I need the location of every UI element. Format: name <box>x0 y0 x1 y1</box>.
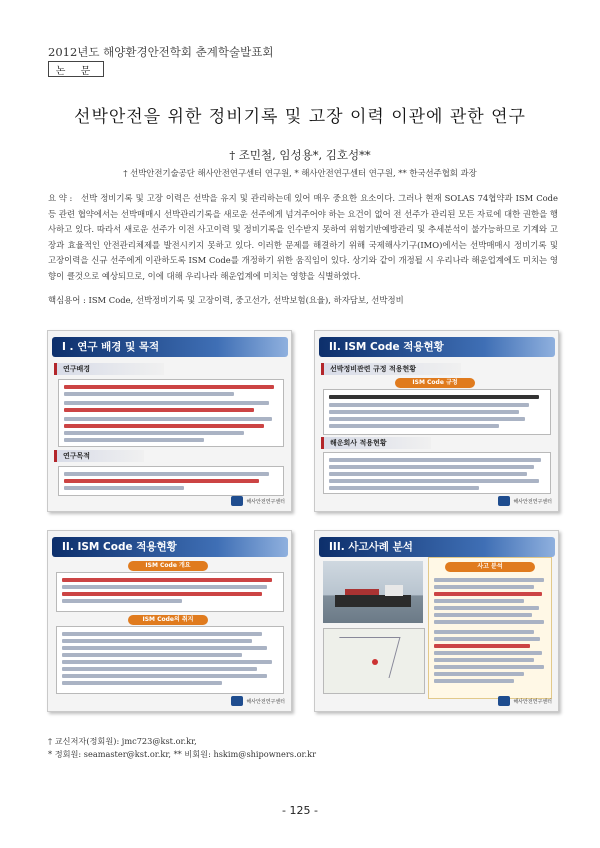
institution-logo-icon <box>231 696 243 706</box>
paper-type-label: 논 문 <box>48 61 104 77</box>
text-figure <box>323 452 551 494</box>
slide-subheading: 해운회사 적용현황 <box>321 437 431 449</box>
footnotes <box>48 735 316 760</box>
corresponding-mark: † <box>229 148 236 162</box>
slide-ism-status-1 <box>314 330 559 512</box>
accident-map <box>323 628 425 694</box>
section-pill: ISM Code의 취지 <box>128 615 208 625</box>
ship-photo <box>323 561 423 623</box>
institution-logo-icon <box>498 496 510 506</box>
slide-footer: 해사안전연구센터 <box>231 696 285 706</box>
text-figure <box>58 379 284 447</box>
keywords: 핵심용어 : ISM Code, 선박정비기록 및 고장이력, 중고선가, 선박보험(요율), 하자담보, 선박정비 <box>48 295 404 305</box>
slide-footer: 해사안전연구센터 <box>498 496 552 506</box>
slide-title: III. 사고사례 분석 <box>319 537 555 557</box>
analysis-panel <box>428 557 552 699</box>
authors <box>0 147 600 163</box>
slide-title: I . 연구 배경 및 목적 <box>52 337 288 357</box>
text-figure <box>58 466 284 496</box>
footnote-members: * 정회원: seamaster@kst.or.kr, ** 비회원: hskim@shipowners.or.kr <box>48 748 316 759</box>
slide-accident-analysis <box>314 530 559 712</box>
slide-footer: 해사안전연구센터 <box>498 696 552 706</box>
institution-logo-icon <box>498 696 510 706</box>
slide-subheading: 연구목적 <box>54 450 144 462</box>
abstract <box>48 191 558 285</box>
conference-name: 2012년도 해양환경안전학회 춘계학술발표회 <box>48 45 274 59</box>
slide-title: II. ISM Code 적용현황 <box>52 537 288 557</box>
section-pill: ISM Code 개요 <box>128 561 208 571</box>
slide-research-background <box>47 330 292 512</box>
slide-subheading: 선박정비관련 규정 적용현황 <box>321 363 461 375</box>
institution-logo-icon <box>231 496 243 506</box>
abstract-text: 선박 정비기록 및 고장 이력은 선박을 유지 및 관리하는데 있어 매우 중요한 요소이다. 그러나 현재 SOLAS 74협약과 ISM Code 등 관련 협약에서는 선박매매시 선박관리기록을 새로운 선주에게 넘겨주어야 하는 요건이 없어 전 선주가 관리된 모든 자료에 대한 권한을 행사하고 있다. 따라서 새로운 선주가 이전 사고이력 및 정비기록을 인수받지 못하여 위험기반예방관리 및 추세분석이 불가능하므로 기계와 고장과 효율적인 안전관리체제를 발전시키지 못하고 있다. 이러한 문제를 해결하기 위해 국제해사기구(IMO)에서는 선박매매시 정비기록 및 고장이력을 신규 선주에게 이관하도록 ISM Code를 개정하기 위한 움직임이 있다. 상기와 같이 개정될 시 우리나라 해운업계에도 미치는 영향이 클것으로 예상되므로, 이에 대해 우리나라 해운업계에 미치는 영향을 식별하였다. <box>48 193 558 281</box>
text-figure <box>56 626 284 694</box>
slide-ism-status-2 <box>47 530 292 712</box>
paper-title: 선박안전을 위한 정비기록 및 고장 이력 이관에 관한 연구 <box>74 107 526 127</box>
slide-footer: 해사안전연구센터 <box>231 496 285 506</box>
abstract-label: 요 약 : <box>48 193 73 203</box>
section-pill: ISM Code 규정 <box>395 378 475 388</box>
text-figure <box>323 389 551 435</box>
footnote-corresponding: † 교신저자(정회원): jmc723@kst.or.kr, <box>48 736 197 746</box>
text-figure <box>56 572 284 612</box>
slide-title: II. ISM Code 적용현황 <box>319 337 555 357</box>
slide-subheading: 연구배경 <box>54 363 164 375</box>
section-pill: 사고 분석 <box>445 562 535 572</box>
affiliations: † 선박안전기술공단 해사안전연구센터 연구원, * 해사안전연구센터 연구원, ** 한국선주협회 과장 <box>123 168 477 178</box>
page-number: - 125 - <box>282 804 318 817</box>
author-names: 조민철, 임성용*, 김호성** <box>238 148 371 162</box>
